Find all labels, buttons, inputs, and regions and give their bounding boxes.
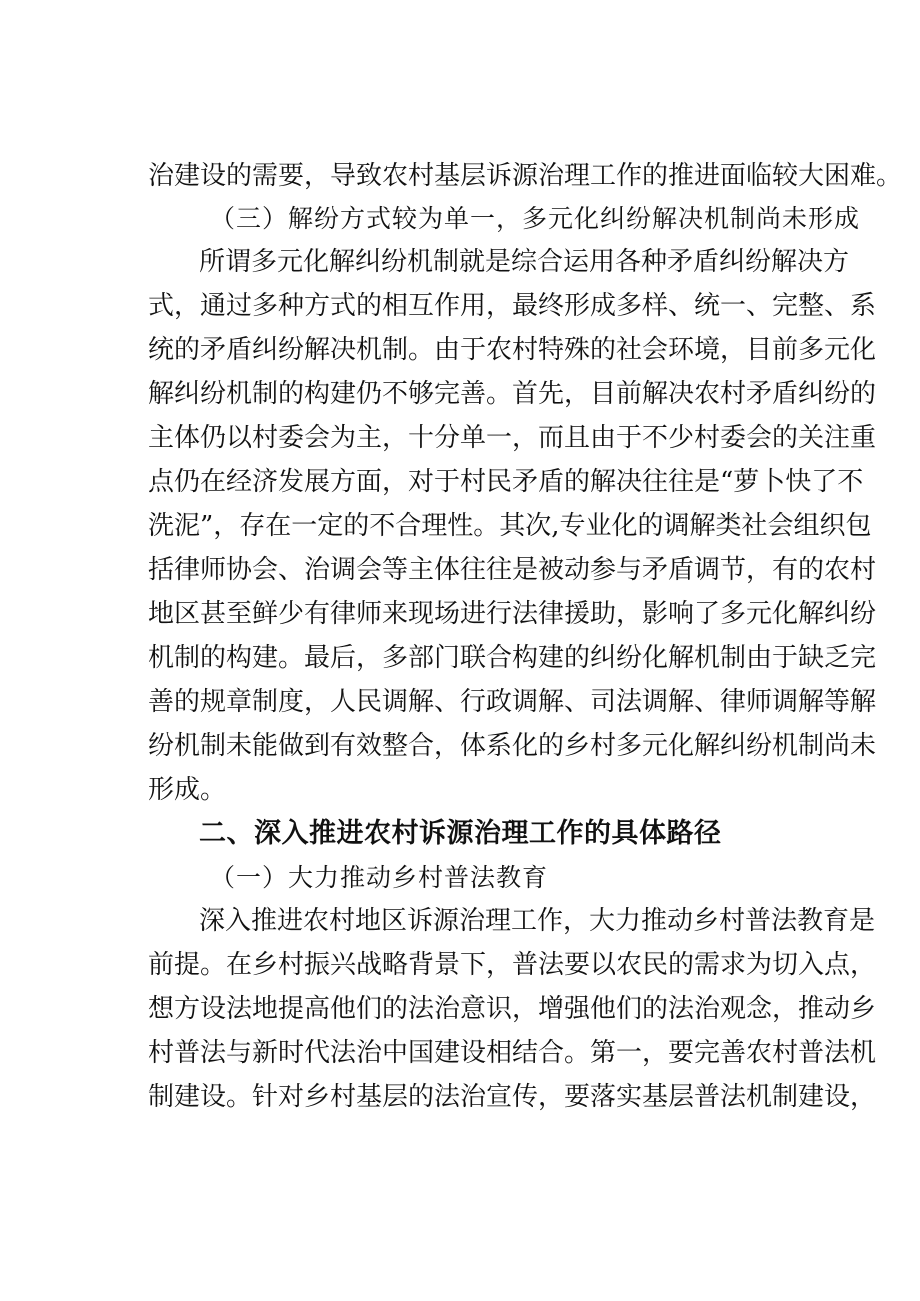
paragraph-line: 式，通过多种方式的相互作用，最终形成多样、统一、完整、系 — [148, 291, 877, 321]
paragraph-line: 纷机制未能做到有效整合，体系化的乡村多元化解纠纷机制尚未 — [148, 731, 877, 761]
paragraph-line: 地区甚至鲜少有律师来现场进行法律援助，影响了多元化解纠纷 — [148, 599, 877, 629]
paragraph-line: 村普法与新时代法治中国建设相结合。第一，要完善农村普法机 — [148, 1038, 877, 1068]
paragraph-line: 解纠纷机制的构建仍不够完善。首先，目前解决农村矛盾纠纷的 — [148, 379, 877, 409]
paragraph-line: 统的矛盾纠纷解决机制。由于农村特殊的社会环境，目前多元化 — [148, 335, 877, 365]
paragraph-line: 洗泥”，存在一定的不合理性。其次,专业化的调解类社会组织包 — [148, 511, 872, 541]
subheading-one: （一）大力推动乡村普法教育 — [210, 863, 549, 892]
subheading-three: （三）解纷方式较为单一，多元化纠纷解决机制尚未形成 — [210, 204, 861, 233]
paragraph-line: 想方设法地提高他们的法治意识，增强他们的法治观念，推动乡 — [148, 994, 877, 1024]
section-heading: 二、深入推进农村诉源治理工作的具体路径 — [199, 818, 722, 849]
paragraph-line: 形成。 — [148, 775, 227, 805]
paragraph-line: 善的规章制度，人民调解、行政调解、司法调解、律师调解等解 — [148, 687, 877, 717]
paragraph-line: 所谓多元化解纠纷机制就是综合运用各种矛盾纠纷解决方 — [199, 247, 850, 277]
paragraph-line: 前提。在乡村振兴战略背景下，普法要以农民的需求为切入点， — [148, 950, 877, 980]
paragraph-line: 机制的构建。最后，多部门联合构建的纠纷化解机制由于缺乏完 — [148, 643, 877, 673]
paragraph-line: 主体仍以村委会为主，十分单一，而且由于不少村委会的关注重 — [148, 423, 877, 453]
paragraph-line: 括律师协会、治调会等主体往往是被动参与矛盾调节，有的农村 — [148, 555, 877, 585]
paragraph-line: 制建设。针对乡村基层的法治宣传，要落实基层普法机制建设， — [148, 1082, 877, 1112]
paragraph-line: 点仍在经济发展方面，对于村民矛盾的解决往往是“萝卜快了不 — [148, 467, 864, 497]
paragraph-line: 治建设的需要，导致农村基层诉源治理工作的推进面临较大困难。 — [148, 161, 903, 191]
paragraph-line: 深入推进农村地区诉源治理工作，大力推动乡村普法教育是 — [199, 906, 876, 936]
